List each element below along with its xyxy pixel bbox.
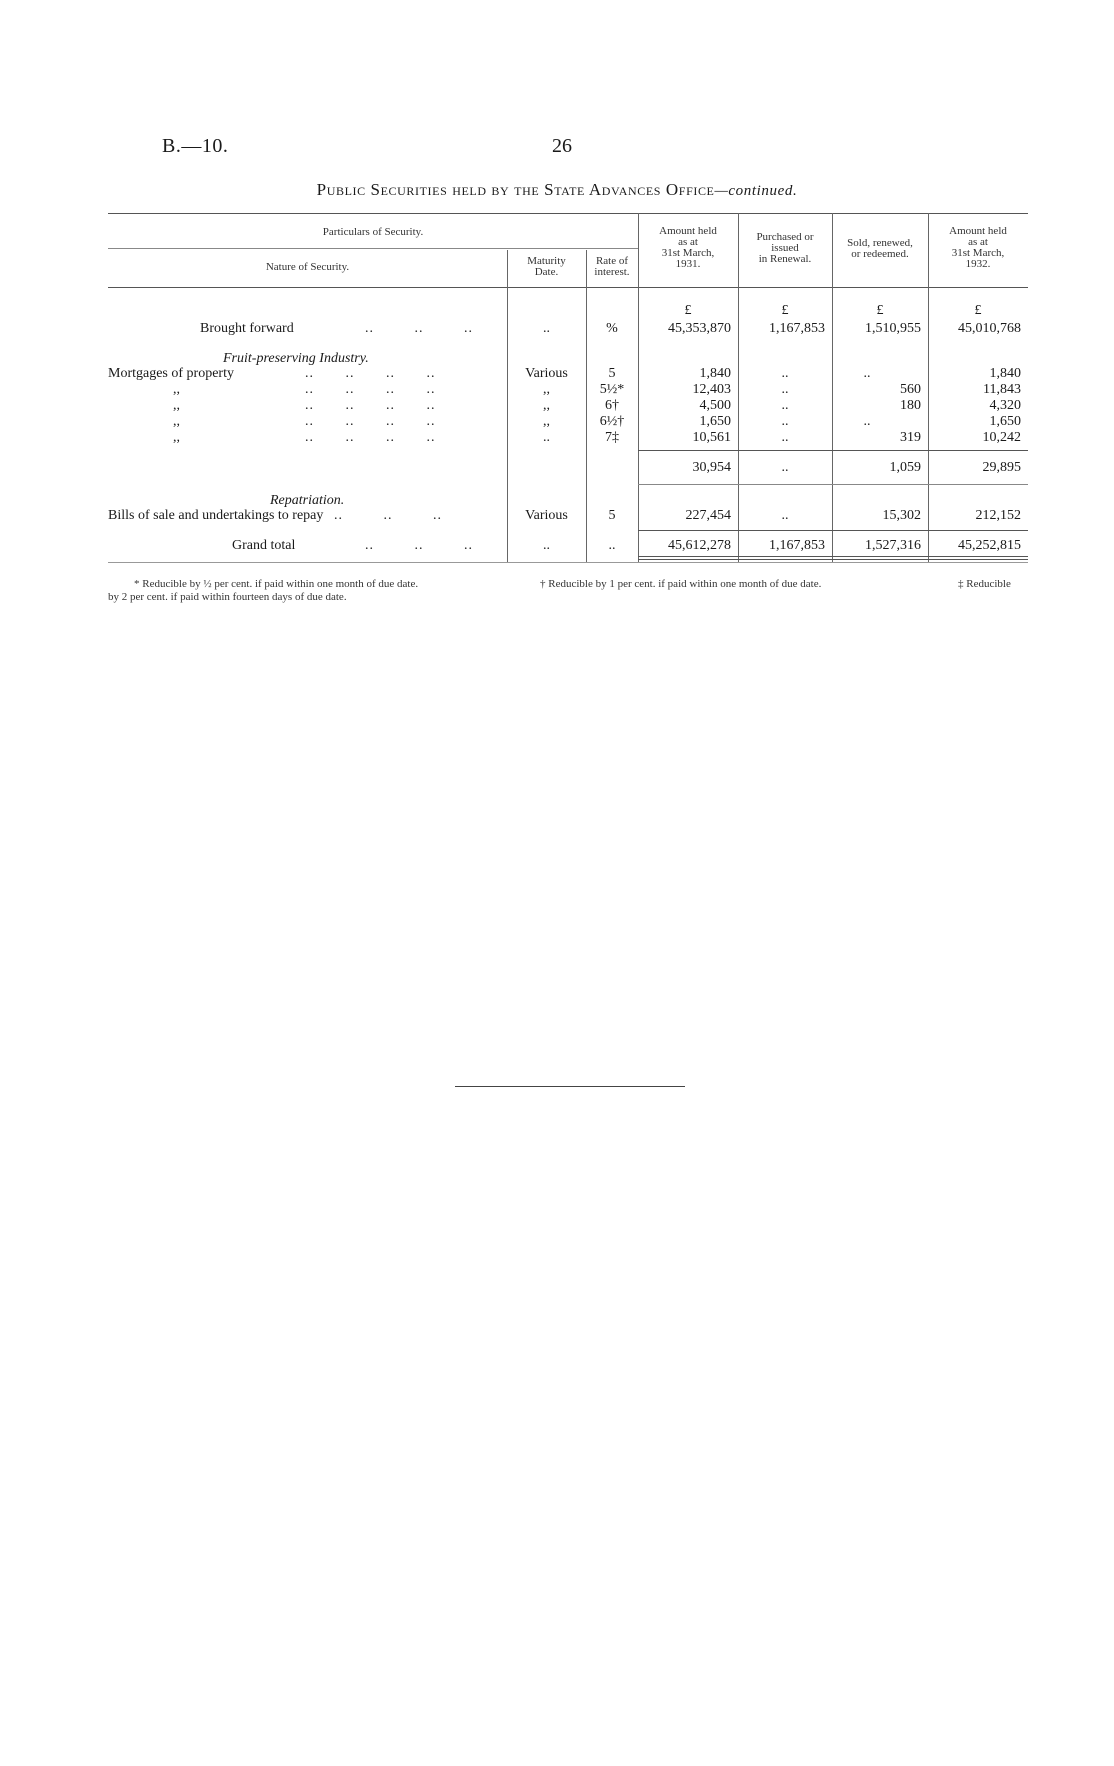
subtotal-held-1931: 30,954 — [692, 460, 731, 475]
table-title-main: Public Securities held by the State Advances Office — [316, 180, 715, 199]
leader-dots: .. .. .. .. — [305, 414, 436, 429]
brought-forward-purchased: 1,167,853 — [769, 321, 825, 336]
section-heading-fruit: Fruit-preserving Industry. — [223, 351, 369, 366]
row-nature: ,, — [173, 430, 180, 445]
document-reference: B.—10. — [162, 135, 229, 157]
grand-total-rate: .. — [608, 538, 616, 553]
subtotal-sold: 1,059 — [889, 460, 921, 475]
grand-total-double-rule-1 — [638, 556, 1028, 557]
footnote-ddagger-continued: by 2 per cent. if paid within fourteen days of due date. — [108, 591, 347, 603]
subtotal-top-rule — [638, 450, 1028, 451]
header-bottom-rule — [108, 287, 1028, 288]
row-rate: 5 — [608, 366, 616, 381]
row-maturity: .. — [543, 430, 550, 445]
row-maturity: ,, — [543, 414, 550, 429]
header-rate-line1: Rate of — [595, 255, 629, 267]
footnote-ddagger: ‡ Reducible — [958, 578, 1011, 590]
header-held-1932-line3: 31st March, — [951, 247, 1005, 259]
section-heading-repatriation: Repatriation. — [270, 493, 345, 508]
row-nature: ,, — [173, 382, 180, 397]
leader-dots: .. .. .. .. — [305, 382, 436, 397]
header-maturity — [507, 256, 586, 278]
row-purchased: .. — [781, 430, 789, 445]
row-nature: Bills of sale and undertakings to repay — [108, 508, 324, 523]
row-purchased: .. — [781, 382, 789, 397]
leader-dots: .. .. .. .. — [305, 430, 436, 445]
row-sold: 15,302 — [882, 508, 921, 523]
row-maturity: Various — [525, 366, 568, 381]
header-sold — [832, 238, 928, 260]
header-purchased-line2: issued — [771, 242, 799, 254]
header-held-1931-line4: 1931. — [675, 258, 701, 270]
row-rate: 6½† — [599, 414, 625, 429]
table-bottom-rule — [108, 562, 1028, 563]
row-held-1932: 1,840 — [989, 366, 1021, 381]
row-rate: 7‡ — [605, 430, 619, 445]
brought-forward-sold: 1,510,955 — [865, 321, 921, 336]
header-held-1931 — [638, 226, 738, 270]
header-maturity-line2: Date. — [534, 266, 559, 278]
unit-held-1931: £ — [684, 303, 692, 318]
row-held-1931: 12,403 — [692, 382, 731, 397]
leader-dots: .. .. .. — [334, 508, 442, 523]
table-title-suffix: —continued. — [714, 183, 798, 199]
unit-purchased: £ — [781, 303, 789, 318]
row-maturity: ,, — [543, 398, 550, 413]
header-purchased-line3: in Renewal. — [758, 253, 812, 265]
grand-total-held-1931: 45,612,278 — [668, 538, 731, 553]
row-held-1932: 212,152 — [975, 508, 1021, 523]
grand-total-maturity: .. — [543, 538, 550, 553]
header-nature: Nature of Security. — [265, 261, 350, 273]
row-held-1932: 1,650 — [989, 414, 1021, 429]
row-purchased: .. — [781, 508, 789, 523]
footnote-star: * Reducible by ½ per cent. if paid within one month of due date. — [134, 578, 419, 590]
row-maturity: ,, — [543, 382, 550, 397]
unit-held-1932: £ — [974, 303, 982, 318]
brought-forward-held-1931: 45,353,870 — [668, 321, 731, 336]
subtotal-purchased: .. — [781, 460, 789, 475]
header-subrule — [108, 248, 638, 249]
row-purchased: .. — [781, 414, 789, 429]
row-sold: .. — [863, 414, 871, 429]
header-purchased-line1: Purchased or — [756, 231, 814, 243]
footnote-dagger: † Reducible by 1 per cent. if paid within one month of due date. — [540, 578, 822, 590]
row-sold: .. — [863, 366, 871, 381]
table-title — [0, 180, 1114, 200]
page-end-rule — [455, 1086, 685, 1087]
row-nature: Mortgages of property — [108, 366, 234, 381]
header-particulars: Particulars of Security. — [322, 226, 424, 238]
row-rate: 6† — [605, 398, 619, 413]
header-held-1932-line1: Amount held — [949, 225, 1007, 237]
header-purchased — [738, 232, 832, 265]
leader-dots: .. .. .. — [365, 321, 473, 336]
header-held-1932-line2: as at — [968, 236, 988, 248]
grand-total-held-1932: 45,252,815 — [958, 538, 1021, 553]
row-rate: 5½* — [599, 382, 625, 397]
row-purchased: .. — [781, 366, 789, 381]
header-rate-line2: interest. — [594, 266, 630, 278]
row-held-1931: 4,500 — [699, 398, 731, 413]
row-sold: 180 — [900, 398, 921, 413]
page-number: 26 — [552, 135, 572, 157]
row-nature: ,, — [173, 398, 180, 413]
header-maturity-line1: Maturity — [527, 255, 566, 267]
grand-total-sold: 1,527,316 — [865, 538, 921, 553]
subtotal-bottom-rule — [638, 484, 1028, 485]
leader-dots: .. .. .. — [365, 538, 473, 553]
row-purchased: .. — [781, 398, 789, 413]
row-held-1931: 227,454 — [685, 508, 731, 523]
row-held-1931: 10,561 — [692, 430, 731, 445]
brought-forward-label: Brought forward — [200, 321, 294, 336]
row-rate: 5 — [608, 508, 616, 523]
row-held-1932: 11,843 — [983, 382, 1021, 397]
brought-forward-rate-unit: % — [606, 321, 618, 336]
header-held-1931-line2: as at — [678, 236, 698, 248]
header-sold-line2: or redeemed. — [851, 248, 909, 260]
header-held-1931-line3: 31st March, — [661, 247, 715, 259]
brought-forward-maturity: .. — [543, 321, 550, 336]
brought-forward-held-1932: 45,010,768 — [958, 321, 1021, 336]
leader-dots: .. .. .. .. — [305, 398, 436, 413]
header-held-1932 — [928, 226, 1028, 270]
unit-sold: £ — [876, 303, 884, 318]
leader-dots: .. .. .. .. — [305, 366, 436, 381]
row-held-1932: 4,320 — [989, 398, 1021, 413]
grand-total-top-rule — [638, 530, 1028, 531]
row-held-1931: 1,840 — [699, 366, 731, 381]
row-held-1932: 10,242 — [982, 430, 1021, 445]
grand-total-label: Grand total — [232, 538, 296, 553]
row-maturity: Various — [525, 508, 568, 523]
header-held-1932-line4: 1932. — [965, 258, 991, 270]
header-rate — [586, 256, 638, 278]
row-sold: 560 — [900, 382, 921, 397]
subtotal-held-1932: 29,895 — [982, 460, 1021, 475]
table-top-rule — [108, 213, 1028, 214]
grand-total-purchased: 1,167,853 — [769, 538, 825, 553]
row-sold: 319 — [900, 430, 921, 445]
grand-total-double-rule-2 — [638, 559, 1028, 560]
row-nature: ,, — [173, 414, 180, 429]
row-held-1931: 1,650 — [699, 414, 731, 429]
header-held-1931-line1: Amount held — [659, 225, 717, 237]
header-sold-line1: Sold, renewed, — [847, 237, 913, 249]
